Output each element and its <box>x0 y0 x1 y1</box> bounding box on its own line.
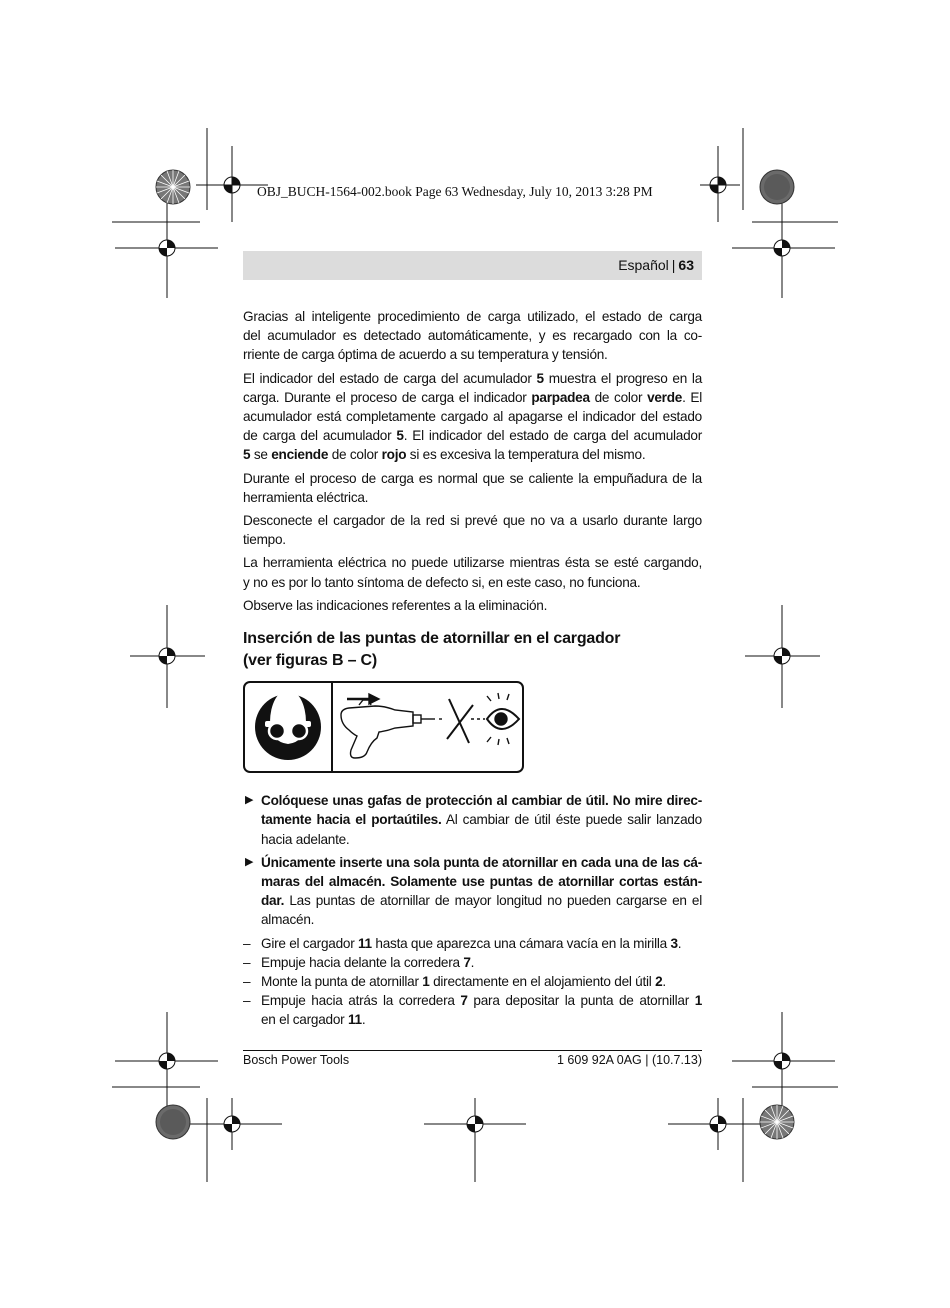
step-mount-bit: – Monte la punta de atornillar 1 directamente en el alojamiento del útil 2. <box>243 972 702 991</box>
text-line: maras del almacén. Solamente use puntas de atornillar cortas están- <box>261 874 702 890</box>
dash-marker: – <box>243 993 251 1009</box>
text-line: Gracias al inteligente procedimiento de carga utilizado, el estado de carga <box>243 309 702 324</box>
paragraph-disconnect <box>243 511 702 549</box>
text-line: Únicamente inserte una sola punta de atornillar en cada una de las cá- <box>261 854 702 870</box>
text-line: de carga del acumulador 5. El indicador del estado de carga del acumulador <box>243 428 702 444</box>
text-line: El indicador del estado de carga del acumulador 5 muestra el progreso en la <box>243 370 702 386</box>
footer-brand: Bosch Power Tools <box>243 1053 350 1067</box>
paragraph-disposal <box>243 596 702 615</box>
print-info-line: OBJ_BUCH-1564-002.book Page 63 Wednesday, July 10, 2013 3:28 PM <box>257 184 653 199</box>
text-line: hacia adelante. <box>261 831 350 847</box>
step-push-slide-back: – Empuje hacia atrás la corredera 7 para depositar la punta de atornillar 1 en el cargador 11. <box>243 993 702 1028</box>
text-line: del acumulador es detectado automáticamente, y es recargado con la co- <box>243 328 702 344</box>
warning-goggles <box>243 791 702 849</box>
footer-rule <box>243 1050 702 1051</box>
bullet-arrow-icon: ▶ <box>245 794 254 807</box>
paragraph-no-use-while-charging <box>243 553 702 591</box>
text-line: dar. Las puntas de atornillar de mayor longitud no pueden cargarse en el <box>261 893 702 909</box>
text-line: La herramienta eléctrica no puede utilizarse mientras ésta se esté cargando, <box>243 555 702 571</box>
header-separator: | <box>671 257 676 273</box>
dash-marker: – <box>243 935 251 951</box>
footer-doc-number: 1 609 92A 0AG | (10.7.13) <box>556 1053 702 1067</box>
step-push-slide-forward: – Empuje hacia delante la corredera 7. <box>243 953 702 972</box>
section-title-line: Inserción de las puntas de atornillar en el cargador <box>243 630 621 648</box>
bullet-arrow-icon: ▶ <box>245 855 254 868</box>
text-line: acumulador está completamente cargado al apagarse el indicador del estado <box>243 409 702 425</box>
text-line: Observe las indicaciones referentes a la eliminación. <box>243 597 548 613</box>
paragraph-charge-indicator <box>243 369 702 465</box>
text-line: Durante el proceso de carga es normal que se caliente la empuñadura de la <box>243 470 702 486</box>
section-title <box>243 628 702 672</box>
page-header <box>618 257 694 273</box>
text-line: Colóquese unas gafas de protección al cambiar de útil. No mire direc- <box>261 793 702 809</box>
paragraph-handle-warm <box>243 469 702 507</box>
dash-marker: – <box>243 974 251 990</box>
text-line: rriente de carga óptima de acuerdo a su temperatura y tensión. <box>243 347 608 363</box>
paragraph-charging-procedure <box>243 307 702 365</box>
header-language: Español <box>618 257 669 273</box>
dash-marker: – <box>243 954 251 970</box>
text-line: carga. Durante el proceso de carga el indicador parpadea de color verde. El <box>243 389 703 405</box>
text-line: tiempo. <box>243 532 286 548</box>
section-title-line: (ver figuras B – C) <box>243 652 378 670</box>
step-rotate-magazine: – Gire el cargador 11 hasta que aparezca una cámara vacía en la mirilla 3. <box>243 934 702 953</box>
text-line: 5 se enciende de color rojo si es excesiva la temperatura del mismo. <box>243 447 646 463</box>
text-line: y no es por lo tanto síntoma de defecto si, en este caso, no funciona. <box>243 574 641 590</box>
page-number: 63 <box>678 257 694 273</box>
text-line: almacén. <box>261 912 315 928</box>
main-content <box>243 307 702 1030</box>
text-line: tamente hacia el portaútiles. Al cambiar de útil éste puede salir lanzado <box>261 812 702 828</box>
safety-pictogram <box>243 681 524 773</box>
warning-single-bit <box>243 853 702 930</box>
page-header-bar <box>243 251 702 280</box>
text-line: Desconecte el cargador de la red si prevé que no va a usarlo durante largo <box>243 513 702 529</box>
text-line: herramienta eléctrica. <box>243 489 369 505</box>
